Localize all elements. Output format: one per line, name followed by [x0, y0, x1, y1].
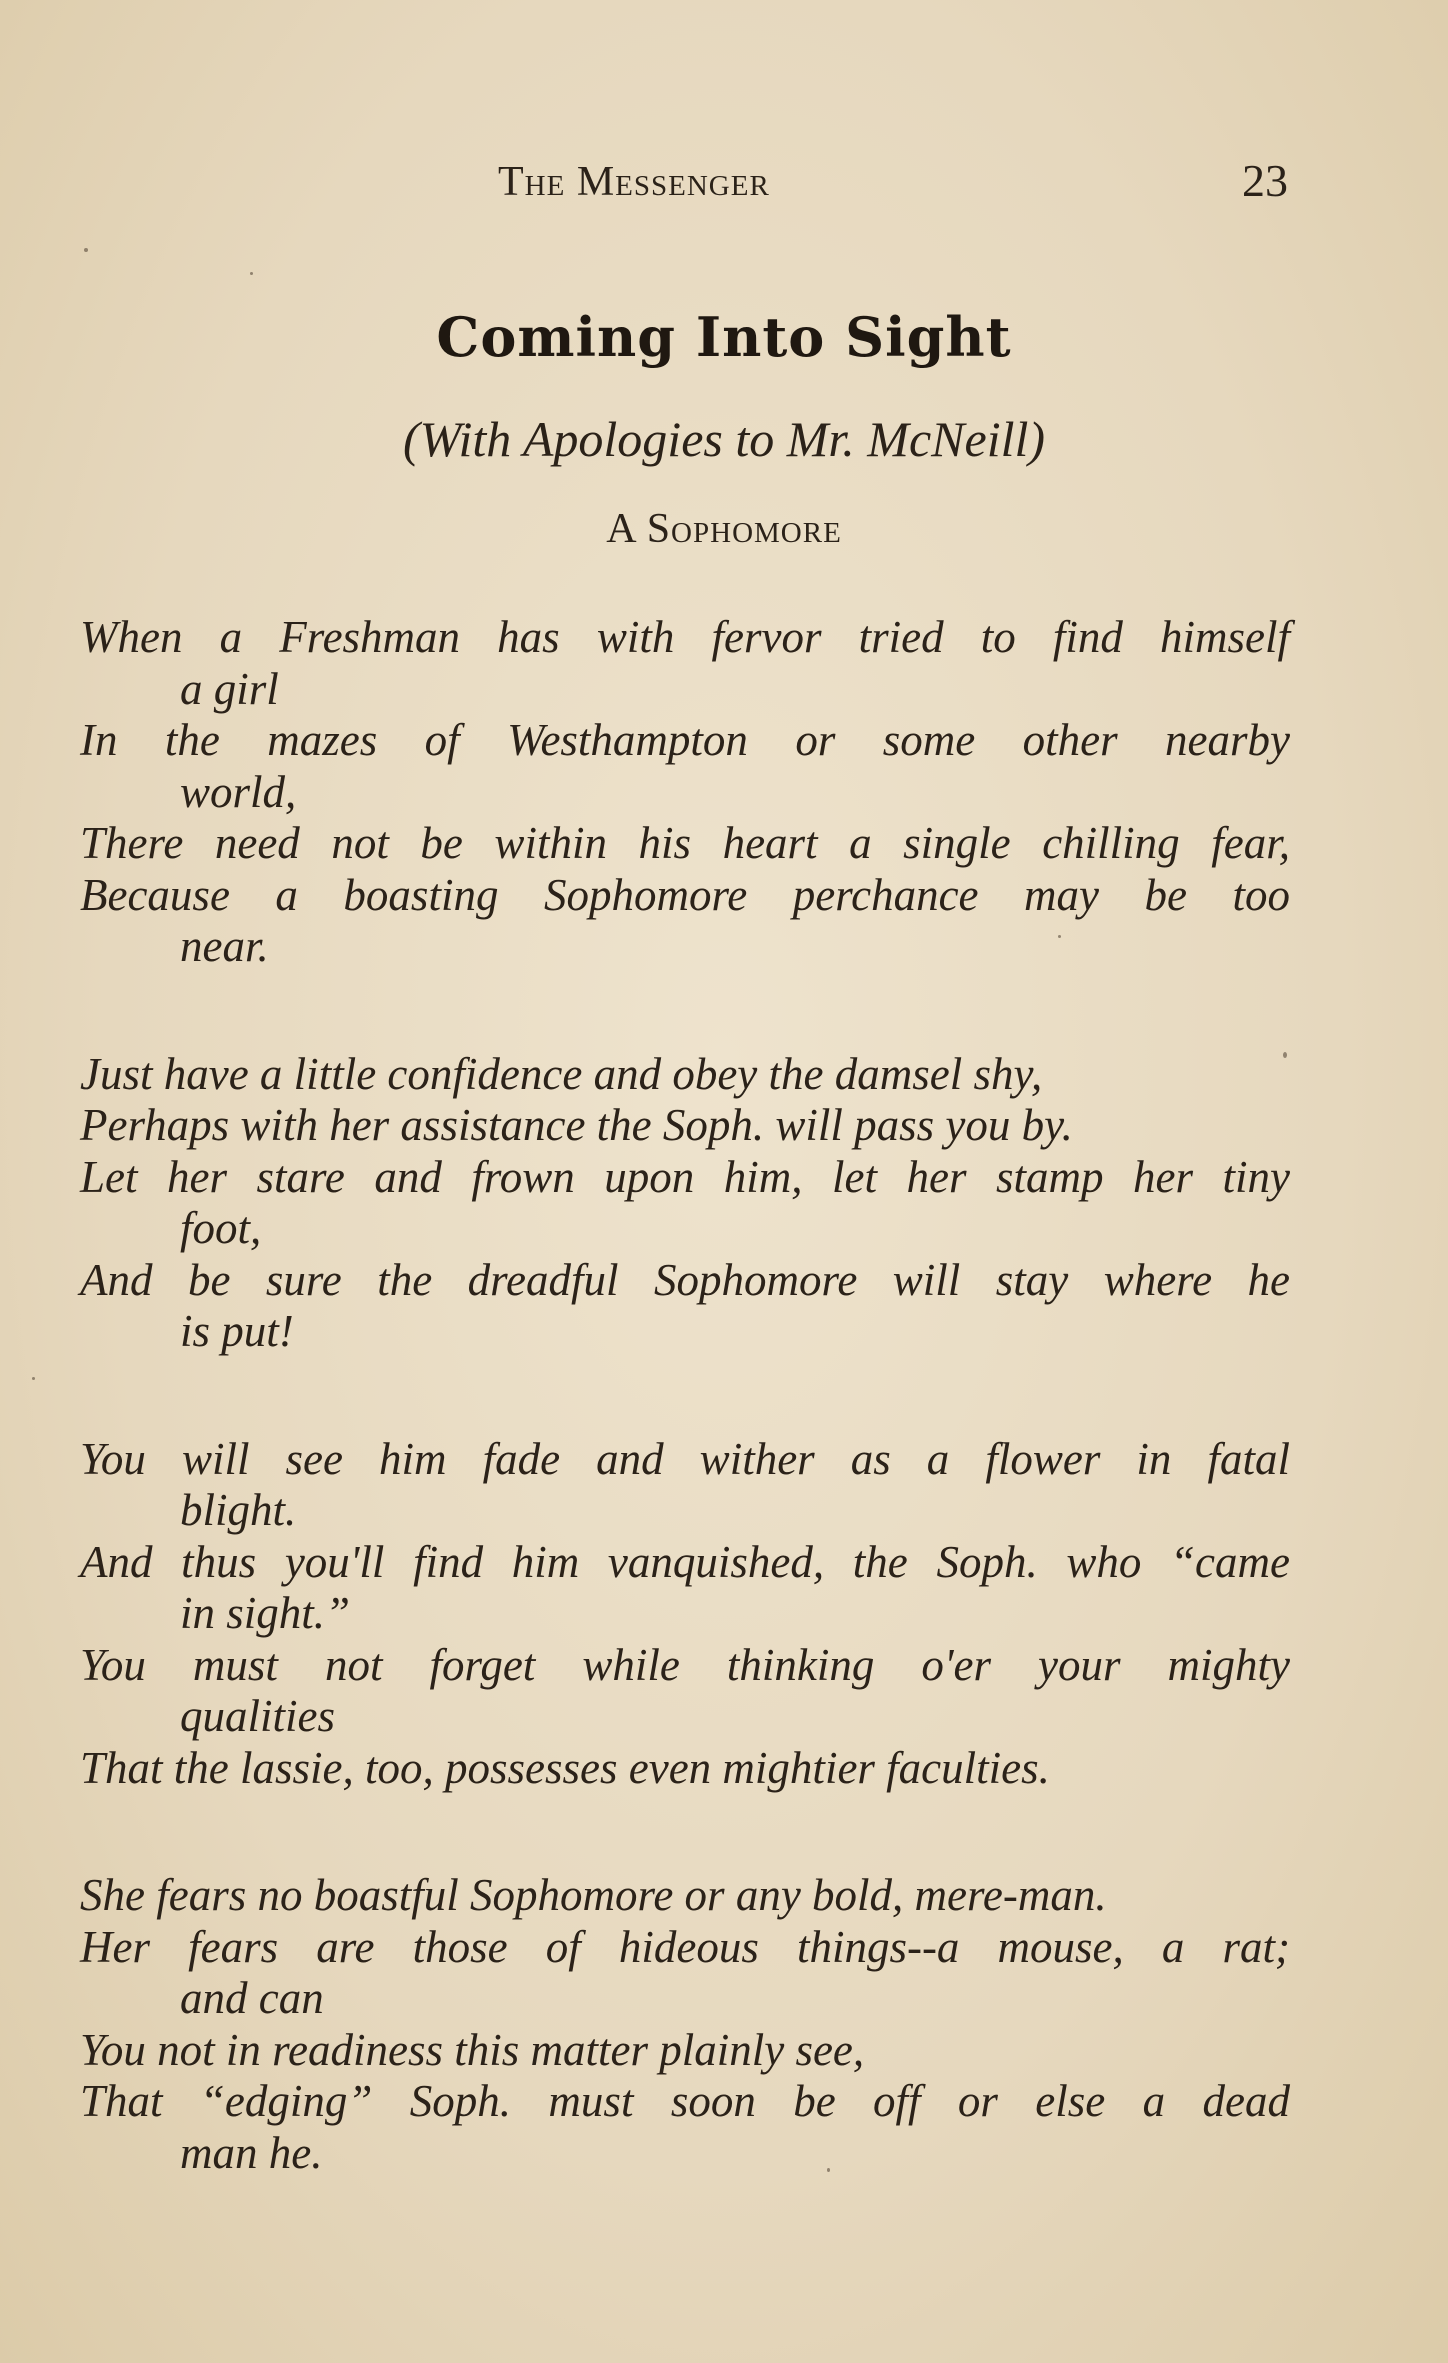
- poem-line: You not in readiness this matter plainly see,: [80, 2024, 865, 2075]
- poem-line: Because a boasting Sophomore perchance may be too: [80, 869, 1290, 920]
- poem-line-continuation: foot,: [180, 1203, 262, 1253]
- poem-line: And be sure the dreadful Sophomore will stay where he: [80, 1254, 1290, 1305]
- poem-line-continuation: in sight.”: [180, 1588, 351, 1638]
- poem-line: There need not be within his heart a single chilling fear,: [80, 818, 1290, 868]
- stanza-4: [80, 1870, 1290, 2179]
- poem-line: Just have a little confidence and obey the damsel shy,: [80, 1048, 1043, 1099]
- paper-speck: [250, 272, 253, 275]
- poem-line: Her fears are those of hideous things--a mouse, a rat;: [80, 1921, 1290, 1972]
- poem-subtitle: (With Apologies to Mr. McNeill): [402, 411, 1046, 467]
- paper-speck: [1283, 1052, 1287, 1058]
- poem-line-continuation: qualities: [180, 1691, 335, 1741]
- poem-line: She fears no boastful Sophomore or any bold, mere-man.: [80, 1870, 1107, 1920]
- poem-body: [80, 612, 1290, 2179]
- page-header: [0, 150, 1448, 210]
- poem-line-continuation: a girl: [180, 663, 279, 714]
- poem-line-continuation: blight.: [180, 1485, 297, 1535]
- poem-line-continuation: is put!: [180, 1306, 294, 1356]
- poem-line-continuation: world,: [180, 766, 297, 817]
- poem-line-continuation: and can: [180, 1973, 324, 2023]
- stanza-1: [80, 612, 1290, 973]
- poem-line: When a Freshman has with fervor tried to find himself: [80, 612, 1290, 662]
- stanza-2: [80, 1049, 1290, 1358]
- page-number: 23: [1242, 155, 1288, 206]
- poem-line: And thus you'll find him vanquished, the Soph. who “came: [80, 1536, 1290, 1587]
- poem-line: In the mazes of Westhampton or some other nearby: [80, 715, 1290, 765]
- running-head: The Messenger: [498, 159, 770, 205]
- stanza-3: [80, 1434, 1290, 1795]
- poem-line: You will see him fade and wither as a flower in fatal: [80, 1433, 1290, 1484]
- poem-author: A Sophomore: [606, 506, 842, 552]
- poem-line-continuation: man he.: [180, 2127, 323, 2178]
- poem-line-continuation: near.: [180, 921, 269, 971]
- paper-speck: [84, 248, 88, 252]
- poem-line: You must not forget while thinking o'er your mighty: [80, 1639, 1290, 1690]
- paper-speck: [1058, 935, 1061, 938]
- poem-line: Perhaps with her assistance the Soph. will pass you by.: [80, 1100, 1073, 1150]
- poem-line: Let her stare and frown upon him, let her stamp her tiny: [80, 1151, 1290, 1202]
- paper-speck: [32, 1377, 35, 1380]
- poem-title: Coming Into Sight: [436, 305, 1012, 369]
- paper-speck: [827, 2168, 830, 2172]
- poem-line: That the lassie, too, possesses even mightier faculties.: [80, 1742, 1050, 1793]
- poem-line: That “edging” Soph. must soon be off or else a dead: [80, 2076, 1290, 2126]
